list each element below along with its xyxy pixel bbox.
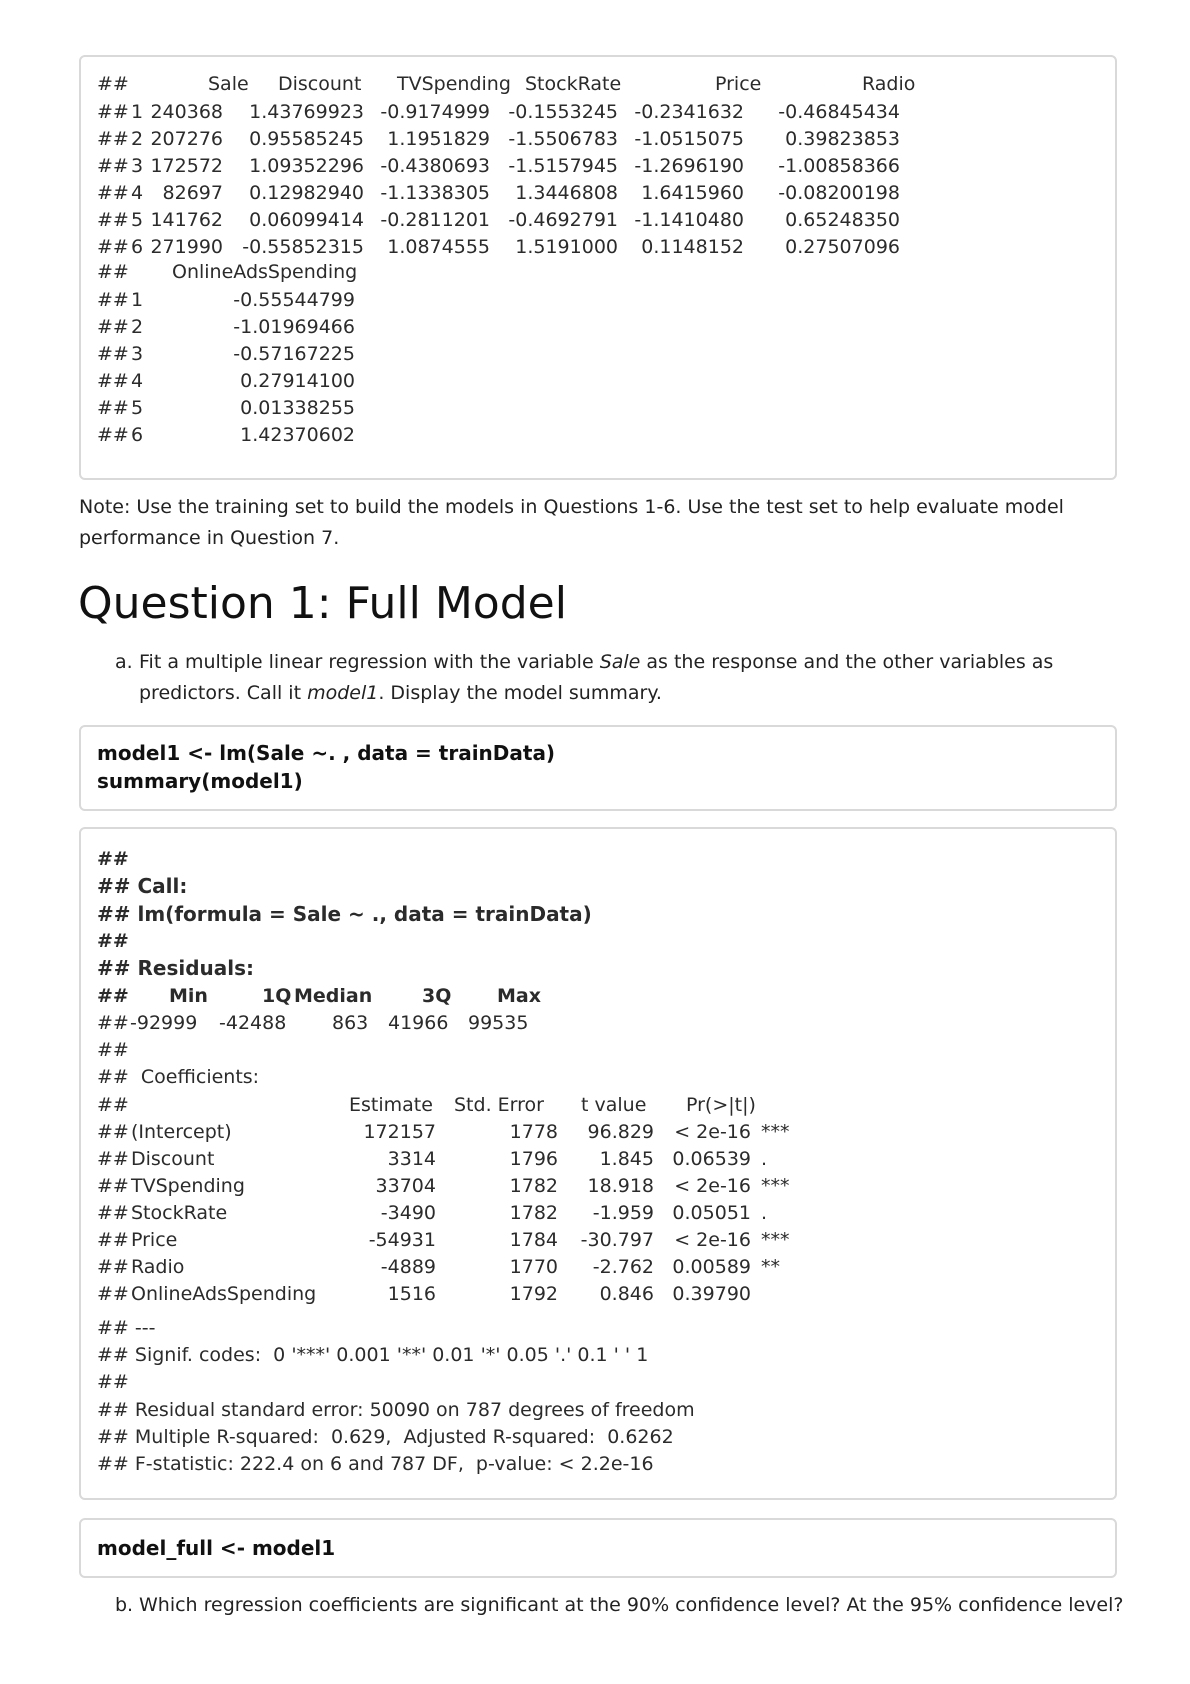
coef-cell: ##: [97, 1175, 129, 1197]
head-output-cell: 1.1951829: [387, 128, 490, 150]
residual-hash: ##: [97, 1012, 129, 1034]
head-output-cell: ##: [97, 128, 129, 150]
coef-cell: 1.845: [599, 1148, 654, 1170]
residual-3q-value: 41966: [388, 1012, 449, 1034]
head-output-cell: ##: [97, 101, 129, 123]
coef-stderr-label: Std. Error: [454, 1094, 544, 1116]
item-a-text: predictors. Call it: [139, 682, 308, 704]
coef-cell: 0.39790: [672, 1283, 751, 1305]
item-b-text: Which regression coefficients are significant at the 90% confidence level? At the 95% confidence level?: [139, 1594, 1124, 1616]
item-a-emphasis-model1: model1: [307, 682, 379, 704]
note-paragraph: [79, 492, 1119, 554]
head-output-cell: 0.01338255: [240, 397, 355, 419]
coef-cell: 0.00589: [672, 1256, 751, 1278]
head-output-cell: 271990: [150, 236, 223, 258]
head-output-cell: ##: [97, 343, 129, 365]
head-output-cell: -0.1553245: [508, 101, 618, 123]
residual-standard-error: ## Residual standard error: 50090 on 787 degrees of freedom: [97, 1399, 695, 1421]
coef-cell: ##: [97, 1283, 129, 1305]
coef-cell: StockRate: [131, 1202, 228, 1224]
head-output-cell: 3: [131, 155, 144, 177]
col-sale: Sale: [208, 73, 249, 95]
coef-cell: -1.959: [592, 1202, 654, 1224]
separator-line: ## ---: [97, 1317, 156, 1339]
head-output-cell: -1.5506783: [508, 128, 618, 150]
section-heading: Question 1: Full Model: [78, 578, 567, 629]
coef-cell: TVSpending: [131, 1175, 245, 1197]
coef-cell: < 2e-16: [674, 1175, 751, 1197]
col-onlineads: OnlineAdsSpending: [172, 261, 358, 283]
residual-median-value: 863: [332, 1012, 369, 1034]
coef-cell: (Intercept): [131, 1121, 232, 1143]
residual-min-label: Min: [169, 985, 208, 1007]
coef-cell: ##: [97, 1202, 129, 1224]
coef-cell: ##: [97, 1121, 129, 1143]
coef-cell: Discount: [131, 1148, 215, 1170]
item-a-text: Fit a multiple linear regression with the variable: [139, 651, 600, 673]
head-output-cell: 0.12982940: [249, 182, 364, 204]
head-output-cell: 0.27507096: [785, 236, 900, 258]
residuals-label: ## Residuals:: [97, 956, 255, 980]
head-output-cell: -1.0515075: [634, 128, 744, 150]
head-output-cell: 0.65248350: [785, 209, 900, 231]
head-output-cell: ##: [97, 370, 129, 392]
residual-median-label: Median: [294, 985, 373, 1007]
head-output-box: [79, 55, 1117, 480]
head-output-cell: 5: [131, 209, 144, 231]
coef-cell: 96.829: [587, 1121, 654, 1143]
coef-cell: 0.846: [599, 1283, 654, 1305]
head-output-cell: ##: [97, 155, 129, 177]
head-output-cell: -0.4692791: [508, 209, 618, 231]
coef-cell: -2.762: [592, 1256, 654, 1278]
coef-cell: 1782: [509, 1175, 558, 1197]
head-output-cell: 1.6415960: [641, 182, 744, 204]
coef-cell: ##: [97, 1229, 129, 1251]
signif-stars: .: [761, 1202, 768, 1224]
call-label: ## Call:: [97, 874, 188, 898]
head-output-cell: 1.09352296: [249, 155, 364, 177]
f-statistic: ## F-statistic: 222.4 on 6 and 787 DF, p-value: < 2.2e-16: [97, 1453, 654, 1475]
output-line: ##: [97, 1371, 129, 1393]
head-output-cell: 0.39823853: [785, 128, 900, 150]
head-output-cell: 1.43769923: [249, 101, 364, 123]
head-output-cell: ##: [97, 289, 129, 311]
coef-cell: Radio: [131, 1256, 185, 1278]
signif-stars: .: [761, 1148, 768, 1170]
coefficients-label: ## Coefficients:: [97, 1066, 260, 1088]
signif-stars: **: [761, 1256, 780, 1278]
output-line: ##: [97, 1039, 129, 1061]
head-output-cell: -0.2811201: [380, 209, 490, 231]
residual-max-label: Max: [497, 985, 541, 1007]
coef-cell: -4889: [380, 1256, 436, 1278]
coef-cell: 1782: [509, 1202, 558, 1224]
item-marker-a: a.: [115, 651, 133, 673]
head-output-cell: 0.95585245: [249, 128, 364, 150]
head-output-cell: ##: [97, 182, 129, 204]
head-output-cell: -1.00858366: [778, 155, 900, 177]
coef-cell: 1784: [509, 1229, 558, 1251]
head-output-cell: 1: [131, 289, 144, 311]
output-line: ##: [97, 848, 129, 870]
residual-hash: ##: [97, 985, 129, 1007]
col-price: Price: [715, 73, 762, 95]
head-output-cell: ##: [97, 236, 129, 258]
head-output-cell: -1.1338305: [380, 182, 490, 204]
coef-cell: ##: [97, 1148, 129, 1170]
code-line: model1 <- lm(Sale ~. , data = trainData): [97, 741, 556, 765]
head-output-cell: 82697: [162, 182, 223, 204]
col-hash: ##: [97, 73, 129, 95]
head-output-cell: 6: [131, 236, 144, 258]
head-output-cell: 5: [131, 397, 144, 419]
coef-cell: 18.918: [587, 1175, 654, 1197]
col-stockrate: StockRate: [525, 73, 622, 95]
coef-pvalue-label: Pr(>|t|): [686, 1094, 756, 1116]
head-output-cell: -1.2696190: [634, 155, 744, 177]
head-output-cell: ##: [97, 209, 129, 231]
head-output-cell: 3: [131, 343, 144, 365]
head-output-cell: -0.46845434: [778, 101, 900, 123]
residual-3q-label: 3Q: [422, 985, 452, 1007]
question-item-b: [115, 1590, 1139, 1621]
residual-min-value: -92999: [130, 1012, 198, 1034]
head-output-cell: 172572: [150, 155, 223, 177]
head-output-cell: -0.2341632: [634, 101, 744, 123]
head-output-header: [97, 70, 916, 98]
coef-hash: ##: [97, 1094, 129, 1116]
head-output-cell: 1.5191000: [515, 236, 618, 258]
head-output-cell: -0.08200198: [778, 182, 900, 204]
head-output-cell: 4: [131, 370, 144, 392]
head-output-cell: ##: [97, 424, 129, 446]
coef-cell: 1778: [509, 1121, 558, 1143]
head-output-header2: [97, 258, 358, 286]
coef-estimate-label: Estimate: [349, 1094, 433, 1116]
head-output-cell: 4: [131, 182, 144, 204]
head-output-cell: -0.9174999: [380, 101, 490, 123]
signif-stars: ***: [761, 1121, 790, 1143]
head-output-cell: -0.55544799: [233, 289, 355, 311]
head-output-cell: 1: [131, 101, 144, 123]
code-line: summary(model1): [97, 769, 303, 793]
signif-stars: ***: [761, 1175, 790, 1197]
residual-1q-value: -42488: [219, 1012, 287, 1034]
coef-cell: 1796: [509, 1148, 558, 1170]
coef-cell: < 2e-16: [674, 1229, 751, 1251]
residuals-header: [97, 982, 541, 1010]
r-squared: ## Multiple R-squared: 0.629, Adjusted R-squared: 0.6262: [97, 1426, 674, 1448]
head-output-cell: -1.01969466: [233, 316, 355, 338]
coef-cell: 172157: [363, 1121, 436, 1143]
residuals-values: [97, 1009, 529, 1037]
code-line: model_full <- model1: [97, 1536, 336, 1560]
coef-cell: 1516: [387, 1283, 436, 1305]
head-output-cell: 6: [131, 424, 144, 446]
output-line: ##: [97, 930, 129, 952]
head-output-cell: 207276: [150, 128, 223, 150]
head-output-cell: 141762: [150, 209, 223, 231]
coef-cell: < 2e-16: [674, 1121, 751, 1143]
code-box-model-full: [79, 1518, 1117, 1578]
coef-cell: 33704: [375, 1175, 436, 1197]
signif-codes: ## Signif. codes: 0 '***' 0.001 '**' 0.01 '*' 0.05 '.' 0.1 ' ' 1: [97, 1344, 649, 1366]
coef-cell: 3314: [387, 1148, 436, 1170]
coef-cell: -54931: [368, 1229, 436, 1251]
item-a-text: . Display the model summary.: [378, 682, 662, 704]
head-output-cell: 2: [131, 316, 144, 338]
coef-cell: OnlineAdsSpending: [131, 1283, 317, 1305]
question-item-a: [115, 647, 1099, 709]
col-tvspending: TVSpending: [397, 73, 511, 95]
coef-cell: 1792: [509, 1283, 558, 1305]
head-output-cell: 1.3446808: [515, 182, 618, 204]
head-output-cell: 1.42370602: [240, 424, 355, 446]
code-box-model1: [79, 725, 1117, 811]
head-output-cell: -0.57167225: [233, 343, 355, 365]
coef-tvalue-label: t value: [581, 1094, 647, 1116]
head-output-cell: ##: [97, 397, 129, 419]
head-output-cell: -1.1410480: [634, 209, 744, 231]
coef-cell: ##: [97, 1256, 129, 1278]
head-output-cell: 0.06099414: [249, 209, 364, 231]
residual-max-value: 99535: [468, 1012, 529, 1034]
coef-cell: 0.06539: [672, 1148, 751, 1170]
item-a-text: as the response and the other variables as: [640, 651, 1054, 673]
item-marker-b: b.: [115, 1594, 134, 1616]
head-output-cell: -0.4380693: [380, 155, 490, 177]
head-output-cell: 2: [131, 128, 144, 150]
item-a-emphasis-sale: Sale: [599, 651, 641, 673]
col-discount: Discount: [278, 73, 362, 95]
coef-cell: -30.797: [580, 1229, 654, 1251]
coef-cell: Price: [131, 1229, 178, 1251]
head-output-cell: -1.5157945: [508, 155, 618, 177]
head-output-cell: 0.1148152: [641, 236, 744, 258]
head-output-cell: 0.27914100: [240, 370, 355, 392]
call-formula: ## lm(formula = Sale ~ ., data = trainData): [97, 902, 592, 926]
coef-cell: 0.05051: [672, 1202, 751, 1224]
summary-output-box: [79, 827, 1117, 1500]
coef-cell: -3490: [380, 1202, 436, 1224]
col-hash: ##: [97, 261, 129, 283]
col-radio: Radio: [862, 73, 916, 95]
coef-cell: 1770: [509, 1256, 558, 1278]
head-output-cell: ##: [97, 316, 129, 338]
residual-1q-label: 1Q: [262, 985, 292, 1007]
signif-stars: ***: [761, 1229, 790, 1251]
coefficients-header: [97, 1091, 756, 1119]
note-line-1: Note: Use the training set to build the models in Questions 1-6. Use the test set to help evaluate model: [79, 496, 1064, 518]
head-output-cell: -0.55852315: [242, 236, 364, 258]
note-line-2: performance in Question 7.: [79, 527, 340, 549]
head-output-cell: 1.0874555: [387, 236, 490, 258]
head-output-cell: 240368: [150, 101, 223, 123]
